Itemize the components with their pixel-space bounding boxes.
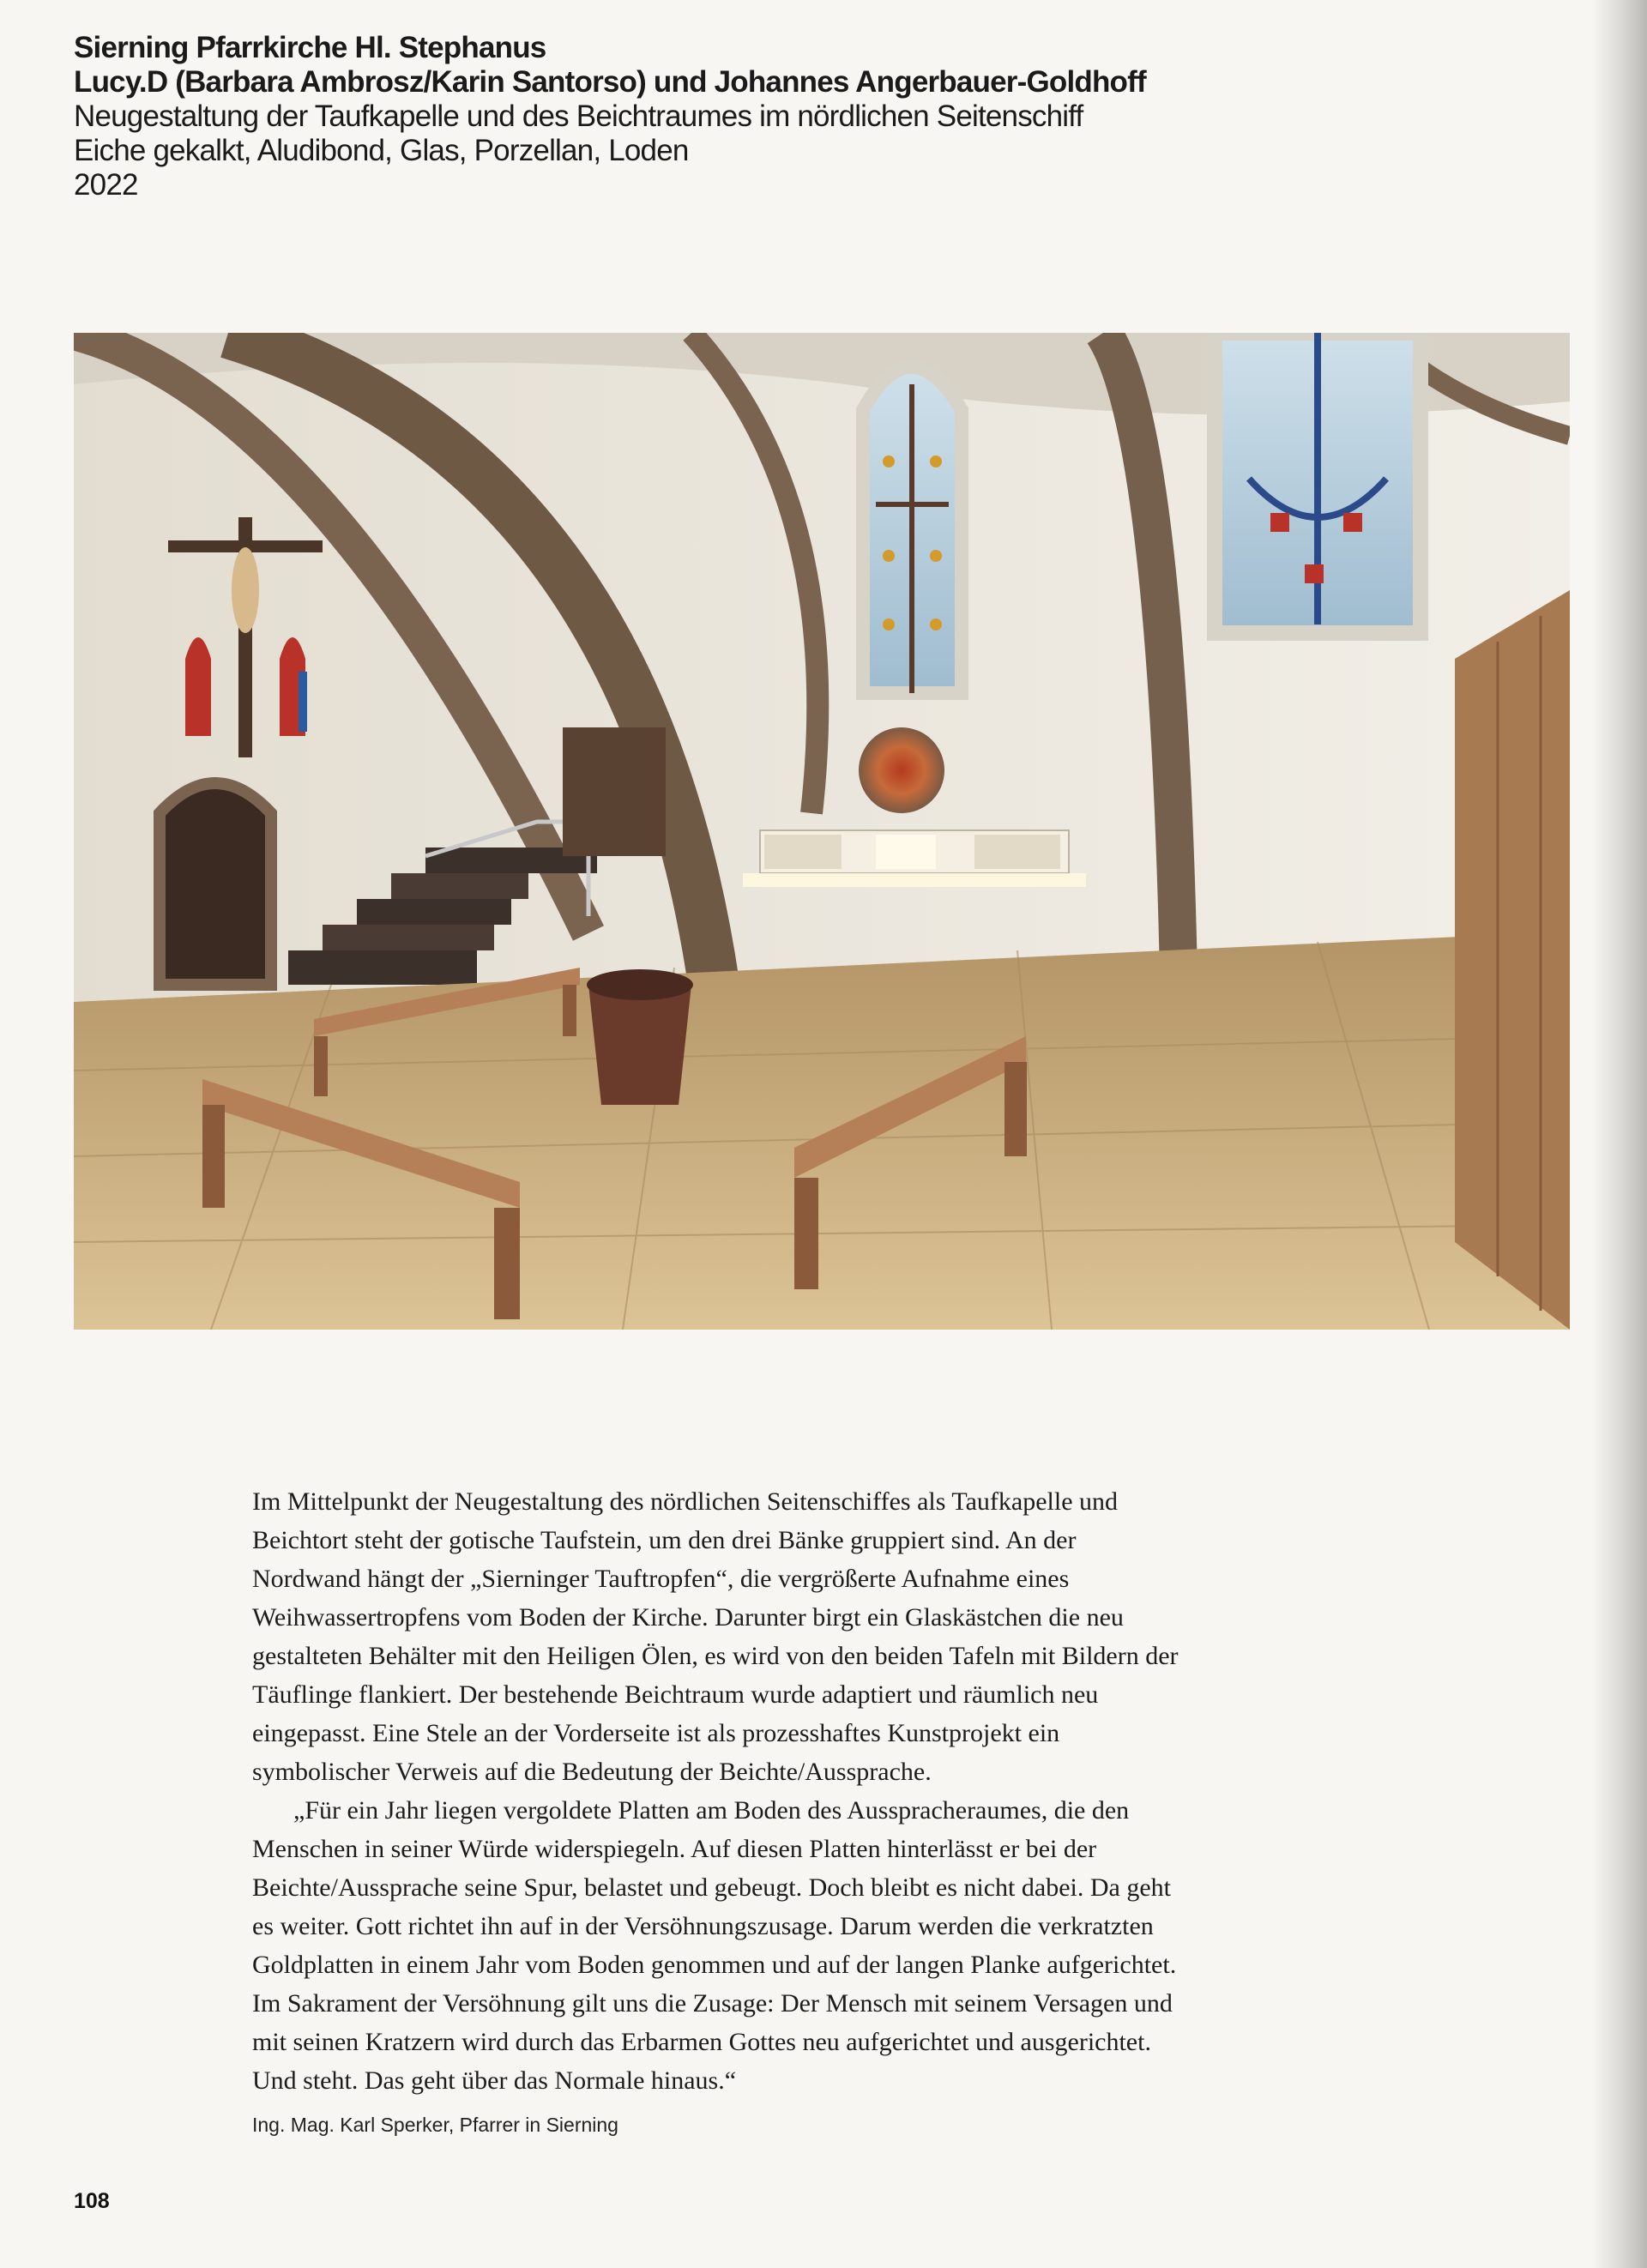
article-body — [252, 1482, 1187, 2100]
church-title: Sierning Pfarrkirche Hl. Stephanus — [74, 31, 546, 64]
body-paragraph-quote: „Für ein Jahr liegen vergoldete Platten am Boden des Ausspracheraumes, die den Menschen in seiner Würde widerspiegeln. Auf diesen Platten hinterlässt er bei der Beichte/Aussprache seine Spur, belastet und gebeugt. Doch bleibt es nicht dabei. Da geht es weiter. Gott richtet ihn auf in der Versöhnungszusage. Darum werden die verkratzten Goldplatten in einem Jahr vom Boden genommen und auf der langen Planke aufgerichtet. Im Sakrament der Versöhnung gilt uns die Zusage: Der Mensch mit seinem Versagen und mit seinen Kratzern wird durch das Erbarmen Gottes neu aufgerichtet und ausgerichtet. Und steht. Das geht über das Normale hinaus.“ — [252, 1796, 1177, 2095]
body-paragraph: Im Mittelpunkt der Neugestaltung des nördlichen Seitenschiffes als Taufkapelle und Beichtort steht der gotische Taufstein, um den drei Bänke gruppiert sind. An der Nordwand hängt der „Sierninger Tauftropfen“, die vergrößerte Aufnahme eines Weihwassertropfens vom Boden der Kirche. Darunter birgt ein Glaskästchen die neu gestalteten Behälter mit den Heiligen Ölen, es wird von den beiden Tafeln mit Bildern der Täuflinge flankiert. Der bestehende Beichtraum wurde adaptiert und räumlich neu eingepasst. Eine Stele an der Vorderseite ist als prozesshaftes Kunstprojekt ein symbolischer Verweis auf die Bedeutung der Beichte/Aussprache. — [252, 1487, 1179, 1786]
year-line: 2022 — [74, 168, 138, 202]
materials-line: Eiche gekalkt, Aludibond, Glas, Porzellan, Loden — [74, 134, 689, 167]
lit-shelf — [743, 830, 1086, 887]
baptismal-font — [587, 969, 693, 1105]
gothic-door — [160, 783, 271, 985]
page-number: 108 — [74, 2189, 110, 2213]
saint-figure-left — [185, 637, 211, 736]
stained-glass-window-left — [863, 367, 962, 693]
scan-page-edge — [1592, 0, 1647, 2268]
side-door — [563, 727, 666, 856]
project-description: Neugestaltung der Taufkapelle und des Beichtraumes im nördlichen Seitenschiff — [74, 100, 1083, 133]
chapel-illustration — [74, 333, 1570, 1330]
article-header — [74, 31, 1275, 202]
baptism-drop-artwork — [859, 727, 944, 813]
oak-confessional — [1455, 590, 1570, 1330]
quote-credit: Ing. Mag. Karl Sperker, Pfarrer in Sierning — [252, 2114, 618, 2136]
artists-line: Lucy.D (Barbara Ambrosz/Karin Santorso) und Johannes Angerbauer-Goldhoff — [74, 65, 1146, 99]
chapel-photo — [74, 333, 1570, 1330]
stained-glass-window-right — [1215, 333, 1421, 633]
